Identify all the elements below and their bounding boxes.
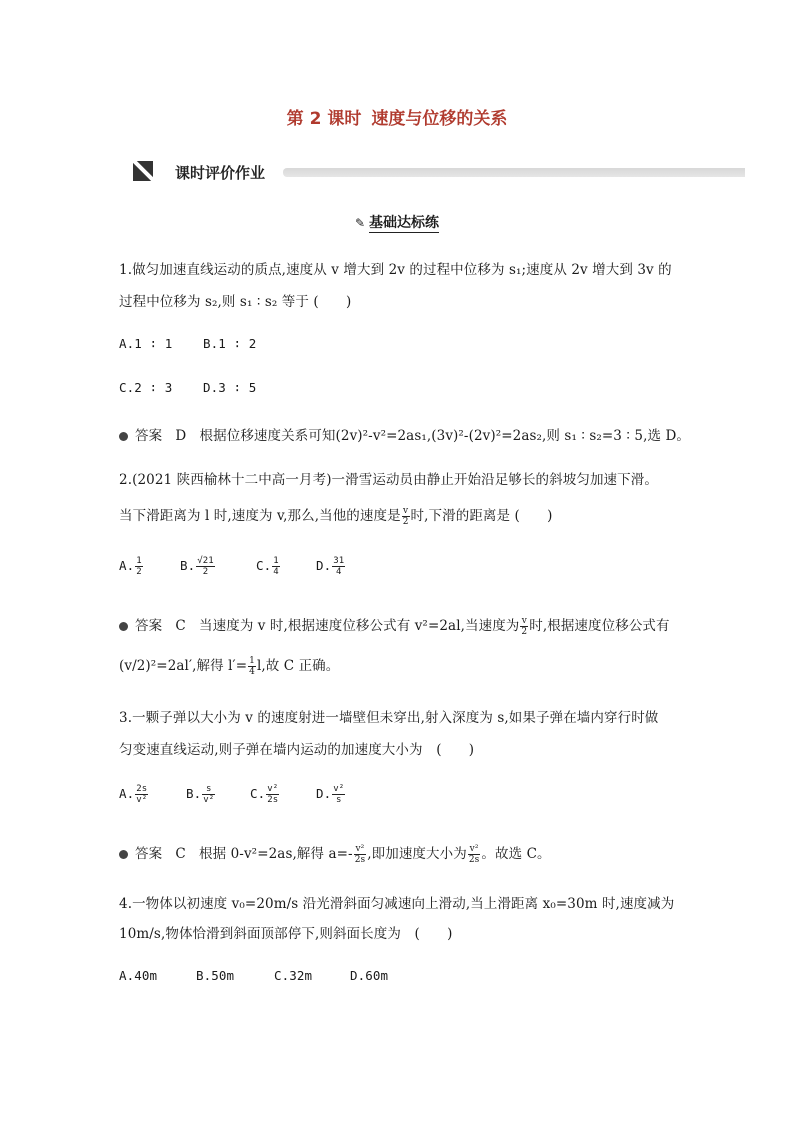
q1-option-b: B.1 ∶ 2 [203,336,257,351]
option-letter: A. [119,558,135,573]
q2-stem-text-a: 当下滑距离为 l 时,速度为 v,那么,当他的速度是 [119,508,401,524]
fraction-numerator: v² [267,784,279,794]
q4-option-d: D.60m [350,968,389,983]
fraction-denominator: 2 [202,567,209,577]
q2-exp-fraction [520,616,528,637]
fraction-denominator: v² [203,795,215,805]
q2-option-a [119,556,144,577]
fraction-denominator: 2s [267,795,279,805]
q3-option-a [119,784,149,805]
q3-option-b [186,784,216,805]
fraction-numerator: v² [333,784,345,794]
q3-stem-line1: 3.一颗子弹以大小为 v 的速度射进一墙壁但未穿出,射入深度为 s,如果子弹在墙内穿行时做 [119,710,659,726]
q1-answer [119,424,690,444]
fraction-denominator: 4 [336,567,342,577]
q4-option-b: B.50m [196,968,235,983]
q1-option-a: A.1 ∶ 1 [119,336,173,351]
q4-option-c: C.32m [274,968,313,983]
q3-exp-fraction-2 [468,844,481,865]
q1-stem-line1: 1.做匀加速直线运动的质点,速度从 v 增大到 2v 的过程中位移为 s₁;速度从 2v 增大到 3v 的 [119,262,672,278]
q3-answer-letter: C [175,846,186,862]
q2-stem-fraction [402,506,410,527]
section-icon [133,161,153,181]
q2-exp-fraction-2 [248,656,256,677]
q2-explanation-c: (v/2)²=2al′,解得 l′= [119,658,248,674]
option-letter: D. [316,786,332,801]
q3-stem-line2: 匀变速直线运动,则子弹在墙内运动的加速度大小为 ( ) [119,742,475,758]
fraction-denominator: s [336,795,342,805]
fraction-denominator: 2 [402,517,409,527]
answer-icon [119,846,131,862]
q4-stem-line2: 10m/s,物体恰滑到斜面顶部停下,则斜面长度为 ( ) [119,926,453,942]
fraction-denominator: 2s [354,855,366,865]
fraction-numerator: v² [355,844,365,854]
fraction-numerator: 2s [136,784,148,794]
fraction-numerator: v² [469,844,479,854]
q3-explanation-a: 根据 0-v²=2as,解得 a=- [199,846,353,862]
fraction-numerator: √21 [197,556,214,566]
answer-label: 答案 [135,618,163,634]
q2-answer-letter: C [175,618,186,634]
pencil-icon: ✎ [354,216,366,230]
option-letter: B. [180,558,196,573]
q2-stem-line1: 2.(2021 陕西榆林十二中高一月考)一滑雪运动员由静止开始沿足够长的斜坡匀加速下滑。 [119,472,658,488]
q3-option-d [316,784,346,805]
subheading [0,212,794,232]
section-label: 课时评价作业 [175,164,266,182]
q4-option-a: A.40m [119,968,158,983]
answer-icon [119,428,131,444]
q2-stem-text-b: 时,下滑的距离是 ( ) [410,508,553,524]
option-letter: B. [186,786,202,801]
section-header [133,160,745,184]
q2-explanation-d: l,故 C 正确。 [256,658,340,674]
fraction-numerator: 31 [333,556,345,566]
q2-stem-line2 [119,504,552,527]
option-letter: C. [250,786,266,801]
q2-option-c [256,556,281,577]
q1-option-c: C.2 ∶ 3 [119,380,173,395]
q1-stem-line2: 过程中位移为 s₂,则 s₁ ∶ s₂ 等于 ( ) [119,294,352,310]
q2-answer [119,614,670,637]
answer-icon [119,618,131,634]
option-letter: A. [119,786,135,801]
fraction-numerator: 1 [273,556,279,566]
fraction-denominator: 2 [521,627,528,637]
section-divider [283,168,745,177]
option-letter: C. [256,558,272,573]
q3-explanation-b: ,即加速度大小为 [367,846,467,862]
fraction-numerator: v [403,506,409,516]
q3-explanation-c: 。故选 C。 [481,846,551,862]
fraction-denominator: 2 [136,567,142,577]
q2-explanation-line2 [119,654,339,677]
subheading-label: 基础达标练 [369,215,440,231]
q3-option-c [250,784,280,805]
answer-label: 答案 [135,428,163,444]
fraction-numerator: 1 [249,656,255,666]
page-title [0,104,794,129]
q2-option-b [180,556,216,577]
q1-answer-letter: D [175,428,187,444]
fraction-denominator: 4 [273,567,279,577]
fraction-numerator: s [202,784,215,795]
q1-explanation: 根据位移速度关系可知(2v)²-v²=2as₁,(3v)²-(2v)²=2as₂,则 s₁ ∶ s₂=3 ∶ 5,选 D。 [199,428,690,444]
q2-option-d [316,556,346,577]
q2-explanation-a: 当速度为 v 时,根据速度位移公式有 v²=2al,当速度为 [199,618,520,634]
lesson-title: 速度与位移的关系 [371,109,508,129]
answer-label: 答案 [135,846,163,862]
fraction-denominator: 2s [468,855,480,865]
q3-exp-fraction [354,844,367,865]
fraction-numerator: 1 [136,556,142,566]
option-letter: D. [316,558,332,573]
fraction-denominator: 4 [249,667,255,677]
q3-answer [119,842,551,865]
lesson-number: 第 2 课时 [286,109,362,129]
fraction-numerator: v [521,616,527,626]
q4-stem-line1: 4.一物体以初速度 v₀=20m/s 沿光滑斜面匀减速向上滑动,当上滑距离 x₀=30m 时,速度减为 [119,896,675,912]
fraction-denominator: v² [136,795,148,805]
q1-option-d: D.3 ∶ 5 [203,380,257,395]
q2-explanation-b: 时,根据速度位移公式有 [529,618,670,634]
